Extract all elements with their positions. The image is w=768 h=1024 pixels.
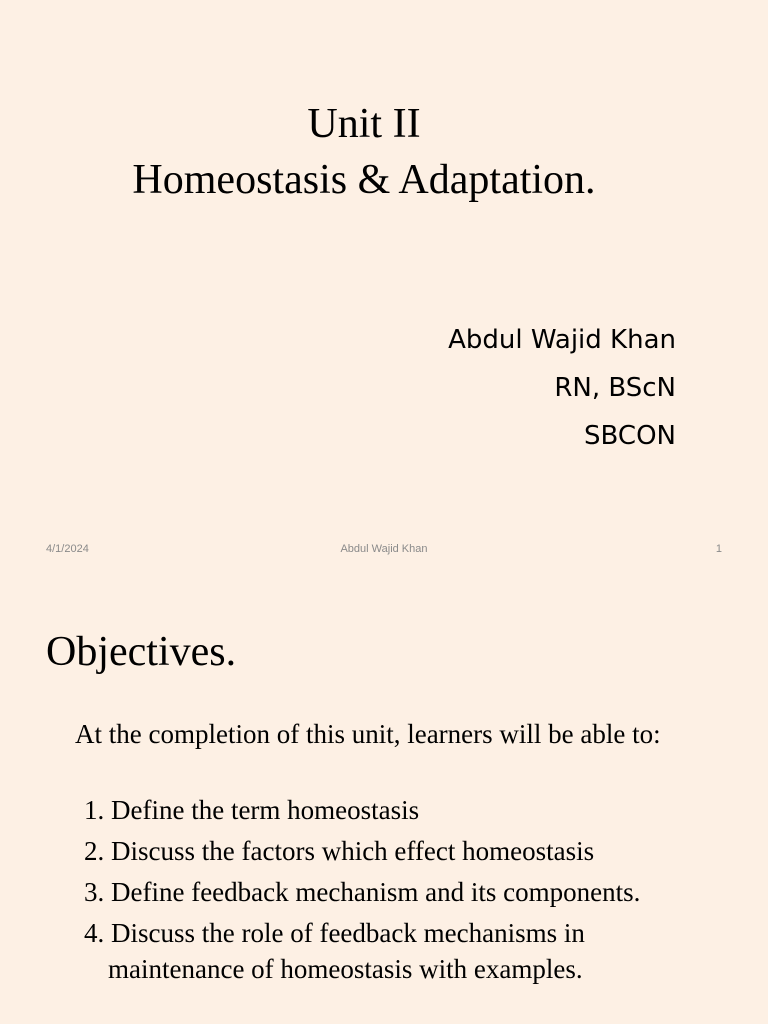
objective-text: Define feedback mechanism and its components. <box>111 877 641 907</box>
objective-text-continued: maintenance of homeostasis with examples. <box>108 954 583 984</box>
objectives-title: Objectives. <box>46 629 237 675</box>
objectives-intro: At the completion of this unit, learners will be able to: <box>75 719 661 749</box>
author-credentials: RN, BScN <box>554 373 676 403</box>
author-name: Abdul Wajid Khan <box>448 325 676 355</box>
author-block <box>448 316 676 460</box>
footer-date: 4/1/2024 <box>46 543 89 555</box>
objective-number: 4. <box>84 918 105 948</box>
objective-number: 3. <box>84 877 105 907</box>
slide-title <box>0 96 728 208</box>
footer-author: Abdul Wajid Khan <box>340 543 428 555</box>
objective-item <box>84 915 724 987</box>
objective-item <box>84 874 724 910</box>
objectives-list <box>84 792 724 992</box>
objective-text: Define the term homeostasis <box>111 795 420 825</box>
objective-text: Discuss the role of feedback mechanisms in <box>111 918 585 948</box>
objective-item <box>84 792 724 828</box>
objective-item <box>84 833 724 869</box>
objective-text: Discuss the factors which effect homeostasis <box>111 836 595 866</box>
title-line-2: Homeostasis & Adaptation. <box>132 157 596 203</box>
footer-page-number: 1 <box>715 543 722 555</box>
title-line-1: Unit II <box>307 101 421 147</box>
objective-number: 2. <box>84 836 105 866</box>
objective-number: 1. <box>84 795 105 825</box>
objectives-slide <box>0 578 768 1024</box>
author-institution: SBCON <box>584 421 676 451</box>
